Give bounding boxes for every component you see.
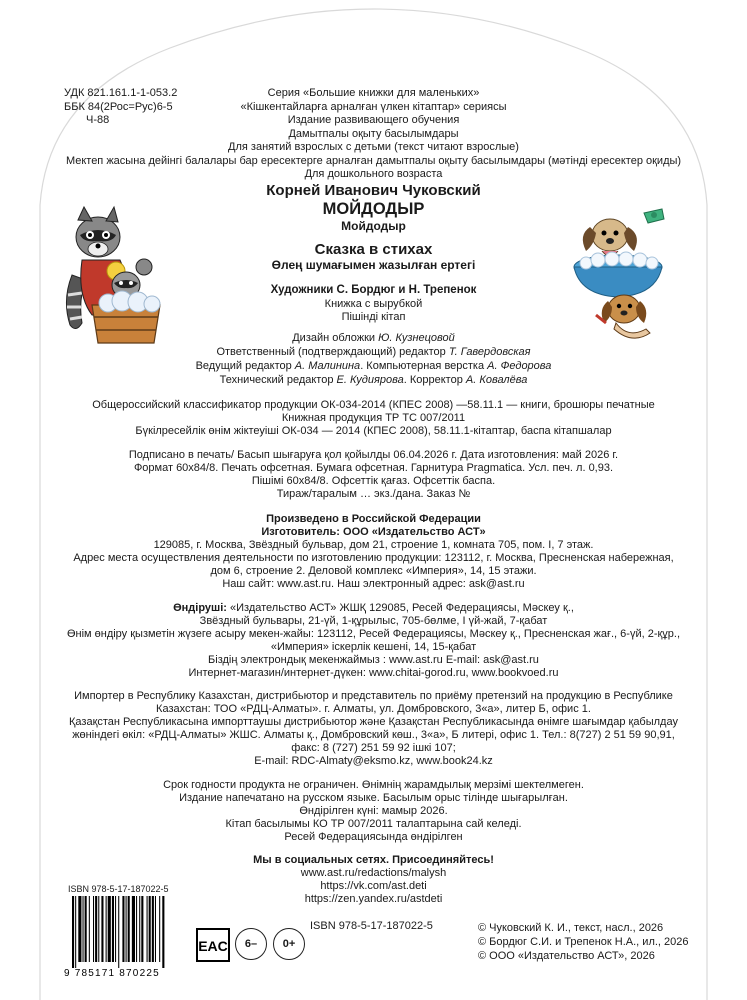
copyright-line: © Бордюг С.И. и Трепенок Н.А., ил., 2026 (478, 936, 689, 948)
credit-name: Е. Кудиярова (336, 374, 404, 386)
importer-line: факс: 8 (727) 251 59 92 ішкі 107; (291, 742, 456, 754)
barcode-bar (93, 896, 94, 962)
credit-name: А. Малинина (294, 360, 361, 372)
barcode (64, 896, 186, 978)
eac-text: EAC (198, 938, 228, 954)
series-line: Для занятий взрослых с детьми (текст читают взрослые) (228, 141, 519, 153)
barcode-bar (141, 896, 143, 962)
manufacturer-kz-line: Өнім өндіру қызметін жүзеге асыру мекен-жайы: 123112, Ресей Федерациясы, Мәскеу қ., Пресненская жағ., 6-үй, 2-құр., (66, 628, 681, 640)
print-info-line: Тираж/таралым … экз./дана. Заказ № (276, 488, 471, 500)
barcode-bar (112, 896, 114, 962)
book-title-kz: Мойдодыр (341, 219, 406, 233)
series-line: Серия «Большие книжки для маленьких» (267, 87, 480, 99)
barcode-bar (132, 896, 135, 962)
barcode-bar (106, 896, 107, 962)
credit-name: А. Федорова (487, 360, 552, 372)
credit-label: Технический редактор (219, 374, 337, 386)
barcode-bar (152, 896, 154, 962)
barcode-bar (89, 896, 90, 962)
barcode-bar (98, 896, 99, 962)
manufacturer-line: дом 6, строение 2. Деловой комплекс «Империя», 14, 15 этажи. (210, 565, 537, 577)
barcode-bar (85, 896, 87, 962)
manufacturer-kz-line: Біздің электрондық мекенжаймыз : www.ast.ru E-mail: ask@ast.ru (208, 654, 539, 666)
credit-line (0, 360, 747, 373)
importer-line: Казахстан: ТОО «РДЦ-Алматы». г. Алматы, ул. Домбровского, 3«а», литер Б, офис 1. (156, 703, 591, 715)
format-ru: Книжка с вырубкой (324, 298, 423, 310)
manufacturer-line: Наш сайт: www.ast.ru. Наш электронный адрес: ask@ast.ru (222, 578, 525, 590)
credit-name: Т. Гавердовская (448, 346, 531, 358)
manufacturer-kz-line: Интернет-магазин/интернет-дүкен: www.chitai-gorod.ru, www.bookvoed.ru (188, 667, 559, 679)
classifier-line: Общероссийский классификатор продукции ОК-034-2014 (КПЕС 2008) —58.11.1 — книги, брошюры печатные (92, 399, 655, 411)
bbk-code: ББК 84(2Рос=Рус)6-5 (64, 100, 173, 113)
barcode-bar (126, 896, 127, 962)
importer-line: E-mail: RDC-Almaty@eksmo.kz, www.book24.kz (254, 755, 493, 767)
manufacturer-kz-line: Звёздный бульвары, 21-үй, 1-құрылыс, 705-бөлме, I үй-жай, 7-қабат (199, 615, 548, 627)
series-line: Издание развивающего обучения (287, 114, 460, 126)
importer-line: Қазақстан Республикасына импорттаушы дистрибьютор және Қазақстан Республикасында өнімге шағымдар қабылдау (69, 716, 678, 728)
manufacturer-line: Адрес места осуществления деятельности по изготовлению продукции: 123112, г. Москва, Пресненская набережная, (73, 552, 674, 564)
barcode-bar (122, 896, 124, 962)
series-line: «Кішкентайларға арналған үлкен кітаптар» сериясы (240, 100, 507, 113)
book-title: МОЙДОДЫР (322, 200, 425, 218)
social-heading: Мы в социальных сетях. Присоединяйтесь! (253, 854, 494, 866)
importer-line: жөніндегі өкіл: «РДЦ-Алматы» ЖШС. Алматы қ., Домбровский көш., 3«а», Б литері, офис 1. Тел.: 8(727) 2 51 59 90,91, (72, 729, 675, 741)
classifier-line: Книжная продукция ТР ТС 007/2011 (281, 412, 466, 424)
series-line: Мектеп жасына дейінгі балалары бар ересектерге арналған дамытпалы оқыту басылымдары (мәтінді ересектер оқиды) (65, 154, 682, 167)
age-rating-6: 6– (235, 928, 267, 960)
author-name: Корней Иванович Чуковский (266, 182, 481, 199)
barcode-bar (75, 896, 76, 968)
credit-label: . Компьютерная верстка (360, 360, 488, 372)
credit-name: А. Ковалёва (465, 374, 528, 386)
raccoon-washtub-illustration (62, 205, 174, 345)
format-kz: Пішінді кітап (341, 311, 406, 323)
puppies-basin-illustration (572, 205, 672, 340)
notes-line: Кітап басылымы КО ТР 007/2011 талаптарына сай келеді. (225, 818, 522, 830)
manufacturer-kz-label: Өндіруші: (173, 602, 227, 614)
manufacturer-kz-text: «Издательство АСТ» ЖШҚ 129085, Ресей Федерациясы, Мәскеу қ., (226, 602, 574, 614)
credit-label: . Корректор (403, 374, 466, 386)
manufacturer-kz-line: «Империя» іскерлік кешені, 14, 15-қабат (270, 641, 477, 653)
social-link[interactable]: www.ast.ru/redactions/malysh (300, 867, 447, 879)
notes-line: Өндірілген күні: мамыр 2026. (299, 805, 448, 817)
classifier-line: Бүкілресейлік өнім жіктеуіші ОК-034 — 2014 (КПЕС 2008), 58.11.1-кітаптар, баспа кітапшалар (135, 425, 612, 437)
barcode-bar (149, 896, 151, 962)
credit-line (0, 346, 747, 359)
manufacturer-heading: Произведено в Российской Федерации (266, 513, 481, 525)
manufacturer-kz-line (0, 602, 747, 615)
credit-label: Ведущий редактор (195, 360, 295, 372)
barcode-digits: 9 785171 870225 (64, 968, 160, 978)
genre-kz: Өлең шумағымен жазылған ертегі (271, 258, 476, 272)
series-line: Дамытпалы оқыту басылымдары (288, 127, 459, 140)
notes-line: Ресей Федерациясында өндірілген (284, 831, 463, 843)
copyright-block (478, 921, 689, 963)
barcode-bar (101, 896, 103, 962)
series-line: Для дошкольного возраста (304, 168, 443, 180)
manufacturer-heading: Изготовитель: ООО «Издательство АСТ» (261, 526, 486, 538)
credit-label: Дизайн обложки (292, 332, 379, 344)
barcode-bar (128, 896, 130, 962)
genre: Сказка в стихах (314, 241, 433, 258)
barcode-bar (159, 896, 160, 962)
barcode-bar (72, 896, 74, 968)
barcode-bar (155, 896, 156, 962)
notes-line: Издание напечатано на русском языке. Басылым орыс тілінде шығарылған. (179, 792, 568, 804)
print-info-line: Пішімі 60x84/8. Офсеттік қағаз. Офсеттік баспа. (251, 475, 496, 487)
barcode-bar (139, 896, 140, 962)
barcode-bar (83, 896, 84, 962)
barcode-bar (78, 896, 81, 962)
copyright-line: © Чуковский К. И., текст, насл., 2026 (478, 922, 664, 934)
author-sign: Ч-88 (86, 114, 110, 126)
notes-line: Срок годности продукта не ограничен. Өнімнің жарамдылық мерзімі шектелмеген. (163, 779, 584, 791)
barcode-bar (115, 896, 116, 962)
barcode-bar (147, 896, 148, 962)
importer-line: Импортер в Республику Казахстан, дистрибьютор и представитель по приёму претензий на продукцию в Республике (74, 690, 673, 702)
barcode-bar (136, 896, 137, 962)
artists: Художники С. Бордюг и Н. Трепенок (270, 284, 477, 296)
eac-mark (196, 928, 230, 962)
barcode-bar (162, 896, 164, 968)
print-info-line: Подписано в печать/ Басып шығаруға қол қойылды 06.04.2026 г. Дата изготовления: май 2026 г. (128, 449, 619, 461)
age-rating-0: 0+ (273, 928, 305, 960)
credit-label: Ответственный (подтверждающий) редактор (216, 346, 449, 358)
manufacturer-line: 129085, г. Москва, Звёздный бульвар, дом 21, строение 1, комната 705, пом. I, 7 этаж. (153, 539, 594, 551)
udk-code: УДК 821.161.1-1-053.2 (64, 87, 178, 99)
barcode-bar (108, 896, 111, 962)
isbn-small: ISBN 978-5-17-187022-5 (68, 884, 169, 894)
barcode-bar (118, 896, 119, 968)
credit-name: Ю. Кузнецовой (378, 332, 455, 344)
social-link[interactable]: https://vk.com/ast.deti (320, 880, 427, 892)
copyright-line: © ООО «Издательство АСТ», 2026 (478, 950, 655, 962)
barcode-bar (95, 896, 97, 962)
credit-line (0, 374, 747, 387)
social-link[interactable]: https://zen.yandex.ru/astdeti (304, 893, 443, 905)
isbn-main: ISBN 978-5-17-187022-5 (310, 920, 433, 932)
print-info-line: Формат 60x84/8. Печать офсетная. Бумага офсетная. Гарнитура Pragmatica. Усл. печ. л. 0,93. (133, 462, 614, 474)
